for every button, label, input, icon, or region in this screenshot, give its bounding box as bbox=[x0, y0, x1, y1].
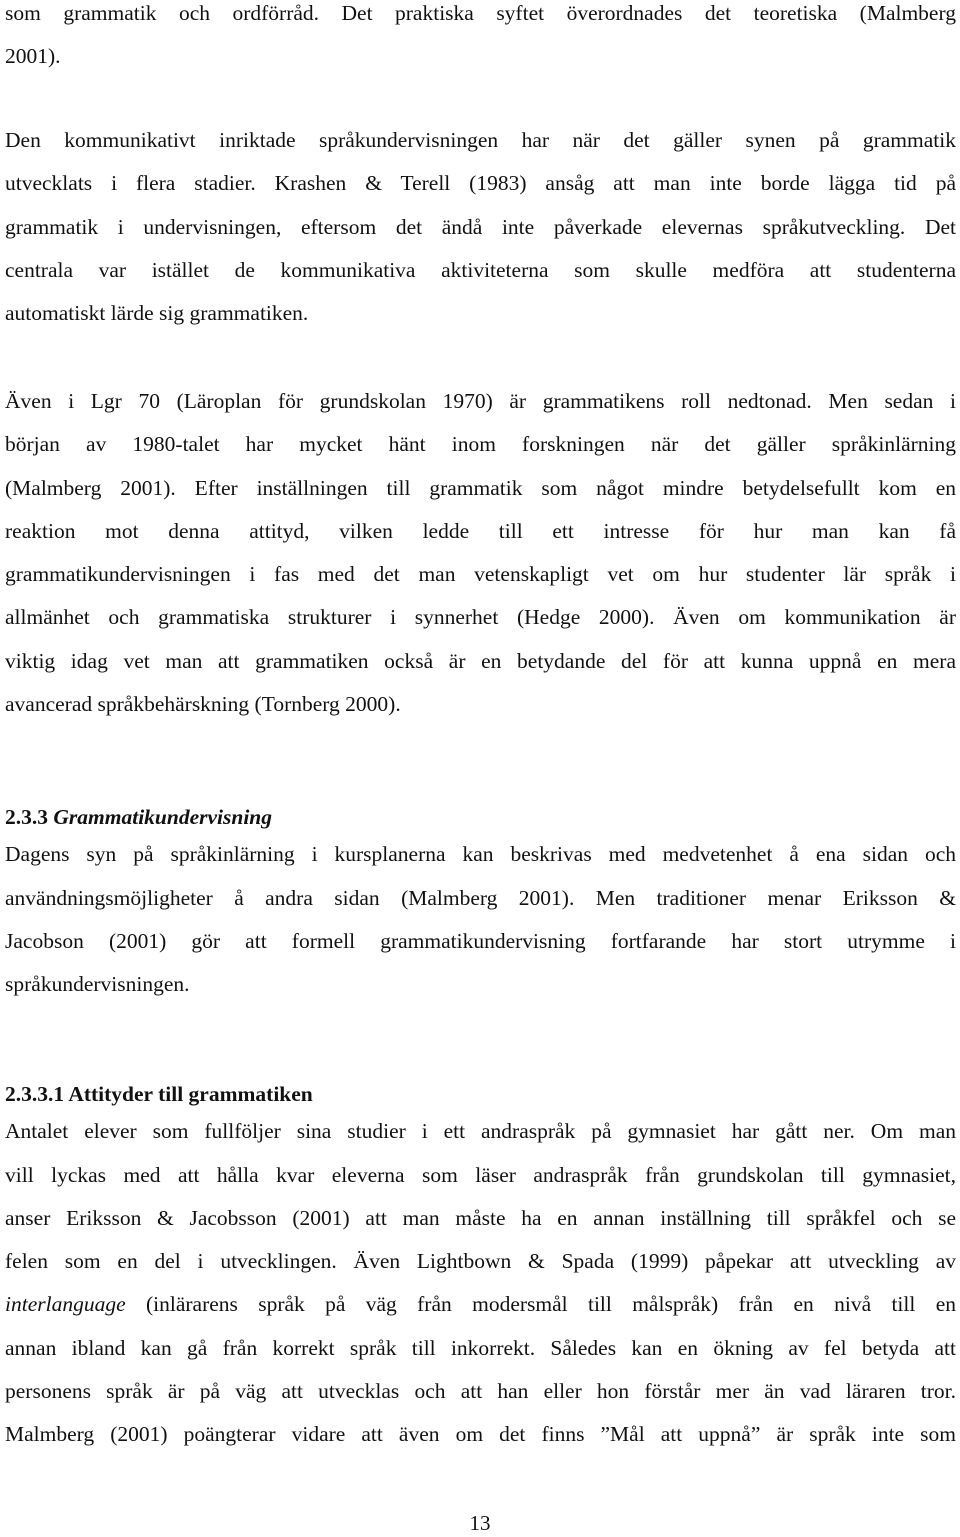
section-number: 2.3.3 bbox=[5, 805, 48, 829]
text-line: grammatikundervisningen i fas med det man vetenskapligt vet om hur studenter lär språk i bbox=[5, 562, 956, 587]
text-line: (Malmberg 2001). Efter inställningen till grammatik som något mindre betydelsefullt kom en bbox=[5, 475, 956, 500]
text-line: Malmberg (2001) poängterar vidare att även om det finns ”Mål att uppnå” är språk inte som bbox=[5, 1422, 956, 1447]
text-line: automatiskt lärde sig grammatiken. bbox=[5, 301, 309, 326]
text-line: reaktion mot denna attityd, vilken ledde till ett intresse för hur man kan få bbox=[5, 518, 956, 543]
section-title: Grammatikundervisning bbox=[53, 805, 273, 829]
text-line: viktig idag vet man att grammatiken också är en betydande del för att kunna uppnå en mera bbox=[5, 648, 956, 673]
text-line: annan ibland kan gå från korrekt språk till inkorrekt. Således kan en ökning av fel betyda att bbox=[5, 1335, 956, 1360]
text-line: avancerad språkbehärskning (Tornberg 2000). bbox=[5, 692, 401, 717]
text-line: Antalet elever som fullföljer sina studier i ett andraspråk på gymnasiet har gått ner. Om man bbox=[5, 1119, 956, 1144]
paragraph-communicative bbox=[5, 119, 956, 335]
text-line: utvecklats i flera stadier. Krashen & Terell (1983) ansåg att man inte borde lägga tid på bbox=[5, 171, 956, 196]
text-line: personens språk är på väg att utvecklas och att han eller hon förstår mer än vad läraren tror. bbox=[5, 1379, 956, 1404]
text-line: som grammatik och ordförråd. Det praktiska syftet överordnades det teoretiska (Malmberg bbox=[5, 1, 956, 25]
subsection-title: Attityder till grammatiken bbox=[68, 1082, 313, 1106]
text-line: 2001). bbox=[5, 44, 61, 69]
text-span: (inlärarens språk på väg från modersmål till målspråk) från en nivå till en bbox=[125, 1292, 956, 1317]
text-line: allmänhet och grammatiska strukturer i synnerhet (Hedge 2000). Även om kommunikation är bbox=[5, 605, 956, 630]
section-grammatikundervisning bbox=[5, 796, 956, 1006]
text-line: Även i Lgr 70 (Läroplan för grundskolan 1970) är grammatikens roll nedtonad. Men sedan i bbox=[5, 389, 956, 413]
text-line: centrala var istället de kommunikativa aktiviteterna som skulle medföra att studenterna bbox=[5, 257, 956, 282]
italic-term: interlanguage bbox=[5, 1292, 126, 1317]
text-line: anser Eriksson & Jacobsson (2001) att man måste ha en annan inställning till språkfel och se bbox=[5, 1205, 956, 1230]
text-line: Jacobson (2001) gör att formell grammatikundervisning fortfarande har stort utrymme i bbox=[5, 928, 956, 953]
text-line: språkundervisningen. bbox=[5, 972, 190, 997]
text-line: vill lyckas med att hålla kvar eleverna som läser andraspråk från grundskolan till gymnasiet, bbox=[5, 1162, 956, 1187]
text-line: felen som en del i utvecklingen. Även Lightbown & Spada (1999) påpekar att utveckling av bbox=[5, 1249, 956, 1274]
subsection-number: 2.3.3.1 bbox=[5, 1082, 65, 1106]
text-line: användningsmöjligheter å andra sidan (Malmberg 2001). Men traditioner menar Eriksson & bbox=[5, 885, 956, 910]
text-line: Dagens syn på språkinlärning i kursplanerna kan beskrivas med medvetenhet å ena sidan och bbox=[5, 842, 956, 867]
page-number: 13 bbox=[469, 1511, 491, 1535]
paragraph-continuation bbox=[5, 0, 956, 79]
text-line bbox=[5, 1283, 956, 1326]
section-attityder bbox=[5, 1073, 956, 1457]
text-line: grammatik i undervisningen, eftersom det ändå inte påverkade elevernas språkutveckling. Det bbox=[5, 214, 956, 239]
text-line: Den kommunikativt inriktade språkundervisningen har när det gäller synen på grammatik bbox=[5, 128, 956, 152]
paragraph-lgr70 bbox=[5, 380, 956, 726]
text-line: början av 1980-talet har mycket hänt inom forskningen när det gäller språkinlärning bbox=[5, 432, 956, 457]
